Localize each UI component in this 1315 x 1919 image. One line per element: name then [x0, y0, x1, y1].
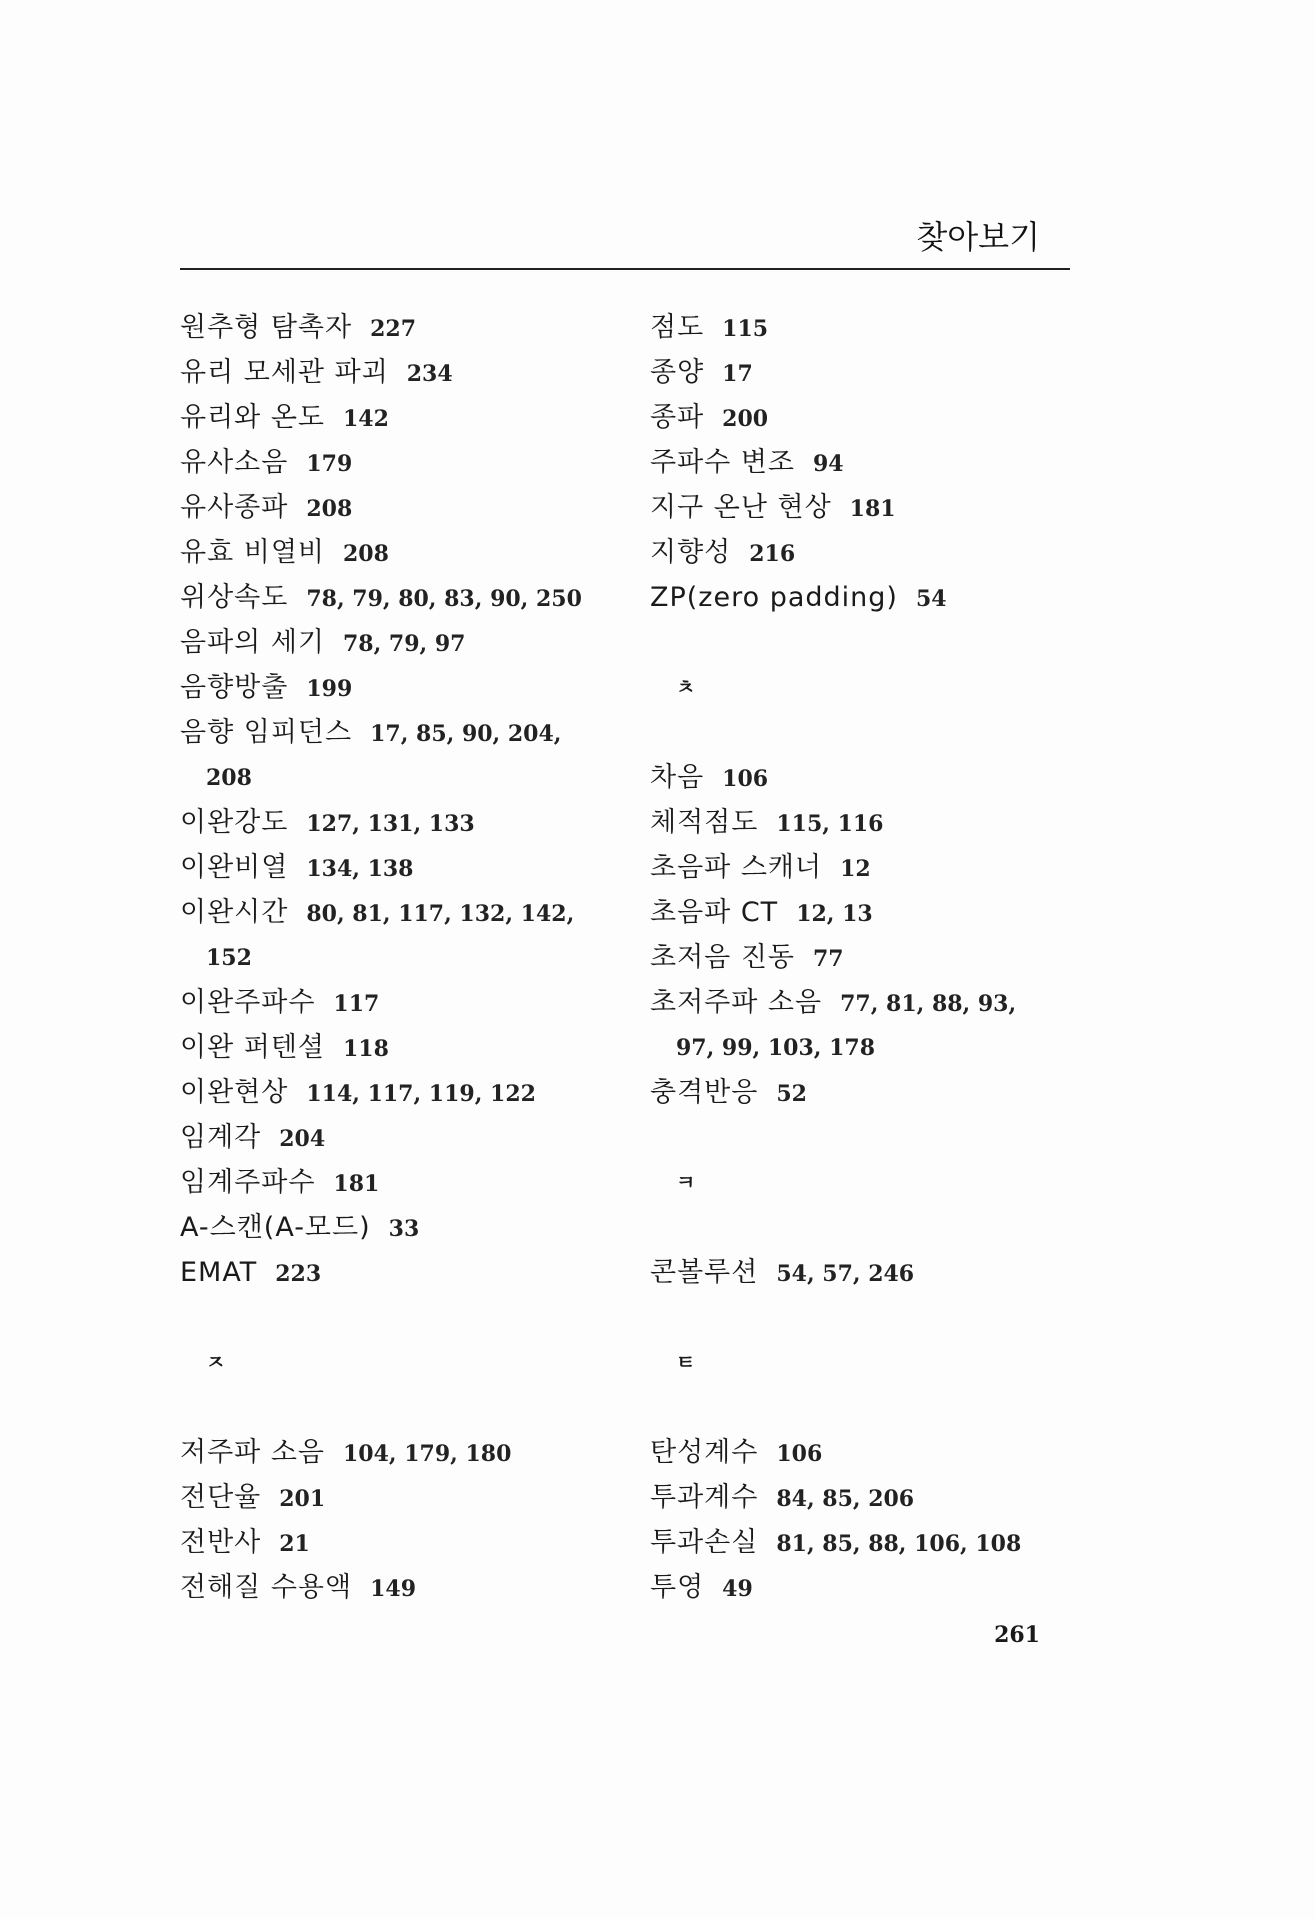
index-entry [650, 935, 1100, 980]
header-divider [180, 268, 1070, 270]
index-pages: 94 [813, 451, 844, 477]
index-term: 이완주파수 [180, 987, 316, 1018]
index-term: 투과손실 [650, 1527, 759, 1558]
index-pages: 12 [840, 856, 871, 882]
index-term: 지구 온난 현상 [650, 492, 832, 523]
index-entry [180, 1520, 620, 1565]
index-entry [180, 890, 620, 935]
index-pages: 149 [370, 1576, 417, 1602]
index-pages: 234 [406, 361, 453, 387]
index-term: 이완강도 [180, 807, 289, 838]
index-pages: 127, 131, 133 [306, 811, 475, 837]
index-entry [650, 1250, 1100, 1295]
index-pages: 106 [776, 1441, 823, 1467]
index-term: 유리와 온도 [180, 402, 325, 433]
index-pages: 54, 57, 246 [776, 1261, 915, 1287]
index-entry [180, 620, 620, 665]
index-term: 콘볼루션 [650, 1257, 759, 1288]
index-entry [180, 665, 620, 710]
index-entry [180, 350, 620, 395]
page-header-title: 찾아보기 [916, 218, 1040, 256]
index-term: 임계주파수 [180, 1167, 316, 1198]
index-pages: 78, 79, 97 [343, 631, 466, 657]
index-entry [650, 530, 1100, 575]
index-term: 임계각 [180, 1122, 262, 1153]
section-spacer [650, 620, 1100, 665]
index-pages: 77 [813, 946, 844, 972]
index-pages: 152 [206, 945, 252, 971]
section-spacer [180, 1295, 620, 1340]
index-term: 투영 [650, 1572, 705, 1603]
section-heading: ㅋ [676, 1170, 696, 1194]
index-term: 전해질 수용액 [180, 1572, 353, 1603]
index-pages: 199 [306, 676, 353, 702]
index-entry [180, 395, 620, 440]
index-pages: 115, 116 [776, 811, 884, 837]
section-spacer [650, 1205, 1100, 1250]
index-term: 주파수 변조 [650, 447, 795, 478]
index-term: 이완 퍼텐셜 [180, 1032, 325, 1063]
index-pages: 104, 179, 180 [343, 1441, 512, 1467]
index-term: 음향방출 [180, 672, 289, 703]
index-entry [650, 485, 1100, 530]
index-pages: 115 [722, 316, 769, 342]
index-pages: 117 [333, 991, 380, 1017]
index-pages: 17 [722, 361, 753, 387]
section-spacer [650, 1295, 1100, 1340]
index-pages: 142 [343, 406, 389, 432]
index-term: 유사종파 [180, 492, 289, 523]
index-term: 유사소음 [180, 447, 289, 478]
index-pages: 227 [370, 316, 417, 342]
index-term: 이완비열 [180, 852, 289, 883]
index-term: 초저주파 소음 [650, 987, 823, 1018]
index-entry-continuation [180, 755, 620, 800]
index-term: 위상속도 [180, 582, 289, 613]
section-heading: ㅈ [206, 1350, 226, 1374]
index-pages: 12, 13 [796, 901, 873, 927]
index-entry [180, 1070, 620, 1115]
index-pages: 216 [749, 541, 796, 567]
index-term: 이완시간 [180, 897, 289, 928]
index-pages: 223 [275, 1261, 322, 1287]
index-pages: 114, 117, 119, 122 [306, 1081, 536, 1107]
index-pages: 118 [343, 1036, 389, 1062]
index-column-left [180, 305, 620, 1610]
index-entry [180, 1115, 620, 1160]
index-entry [650, 1475, 1100, 1520]
index-entry [180, 980, 620, 1025]
index-term: 전반사 [180, 1527, 262, 1558]
index-term: 유효 비열비 [180, 537, 325, 568]
index-term: 투과계수 [650, 1482, 759, 1513]
index-pages: 81, 85, 88, 106, 108 [776, 1531, 1022, 1557]
index-term: 음파의 세기 [180, 627, 325, 658]
index-entry [180, 800, 620, 845]
index-term: 종파 [650, 402, 705, 433]
index-term: ZP(zero padding) [650, 582, 898, 613]
index-pages: 97, 99, 103, 178 [676, 1035, 876, 1061]
index-pages: 208 [306, 496, 353, 522]
index-entry [650, 305, 1100, 350]
index-term: A-스캔(A-모드) [180, 1212, 371, 1243]
index-term: 유리 모세관 파괴 [180, 357, 389, 388]
index-entry [650, 1520, 1100, 1565]
index-term: 충격반응 [650, 1077, 759, 1108]
index-pages: 84, 85, 206 [776, 1486, 915, 1512]
page-number: 261 [994, 1622, 1040, 1648]
index-entry [180, 1250, 620, 1295]
index-term: 전단율 [180, 1482, 262, 1513]
index-entry [180, 1430, 620, 1475]
section-heading: ㅊ [676, 675, 696, 699]
index-term: 점도 [650, 312, 705, 343]
index-term: 이완현상 [180, 1077, 289, 1108]
index-term: 초저음 진동 [650, 942, 795, 973]
index-pages: 54 [915, 586, 947, 612]
index-pages: 80, 81, 117, 132, 142, [306, 901, 575, 927]
index-pages: 181 [333, 1171, 380, 1197]
index-entry [180, 710, 620, 755]
index-pages: 179 [306, 451, 353, 477]
index-pages: 77, 81, 88, 93, [840, 991, 1017, 1017]
index-entry [650, 755, 1100, 800]
index-term: 초음파 CT [650, 897, 779, 928]
index-entry [650, 845, 1100, 890]
index-pages: 134, 138 [306, 856, 414, 882]
index-term: 저주파 소음 [180, 1437, 325, 1468]
index-entry [650, 800, 1100, 845]
index-entry [650, 440, 1100, 485]
index-entry [650, 890, 1100, 935]
index-term: 탄성계수 [650, 1437, 759, 1468]
index-pages: 52 [776, 1081, 807, 1107]
index-pages: 181 [849, 496, 896, 522]
index-entry [650, 1430, 1100, 1475]
index-entry-continuation [650, 1025, 1100, 1070]
index-entry [180, 1565, 620, 1610]
index-column-right [650, 305, 1100, 1610]
index-pages: 17, 85, 90, 204, [370, 721, 562, 747]
index-entry [180, 1205, 620, 1250]
section-spacer [180, 1385, 620, 1430]
index-pages: 208 [206, 765, 252, 791]
index-term: 초음파 스캐너 [650, 852, 823, 883]
index-pages: 33 [388, 1216, 420, 1242]
index-term: 체적점도 [650, 807, 759, 838]
index-entry-continuation [180, 935, 620, 980]
index-term: 원추형 탐촉자 [180, 312, 353, 343]
index-pages: 208 [343, 541, 389, 567]
index-term: 지향성 [650, 537, 732, 568]
index-pages: 21 [279, 1531, 310, 1557]
index-pages: 78, 79, 80, 83, 90, 250 [306, 586, 582, 612]
section-heading: ㅌ [676, 1350, 696, 1374]
index-pages: 106 [722, 766, 769, 792]
index-term: 종양 [650, 357, 705, 388]
index-entry [180, 1160, 620, 1205]
index-entry [180, 530, 620, 575]
index-entry [650, 1070, 1100, 1115]
index-term: 음향 임피던스 [180, 717, 353, 748]
index-entry [180, 575, 620, 620]
index-entry [650, 1565, 1100, 1610]
index-pages: 204 [279, 1126, 326, 1152]
index-term: 차음 [650, 762, 705, 793]
index-entry [180, 440, 620, 485]
index-pages: 49 [722, 1576, 753, 1602]
index-entry [180, 845, 620, 890]
section-spacer [650, 710, 1100, 755]
section-spacer [650, 1115, 1100, 1160]
index-entry [180, 1025, 620, 1070]
index-pages: 201 [279, 1486, 326, 1512]
index-term: EMAT [180, 1257, 258, 1288]
index-pages: 200 [722, 406, 769, 432]
index-entry [180, 1475, 620, 1520]
index-entry [180, 485, 620, 530]
index-entry [650, 350, 1100, 395]
index-entry [650, 980, 1100, 1025]
index-entry [650, 575, 1100, 620]
index-entry [180, 305, 620, 350]
section-spacer [650, 1385, 1100, 1430]
index-entry [650, 395, 1100, 440]
